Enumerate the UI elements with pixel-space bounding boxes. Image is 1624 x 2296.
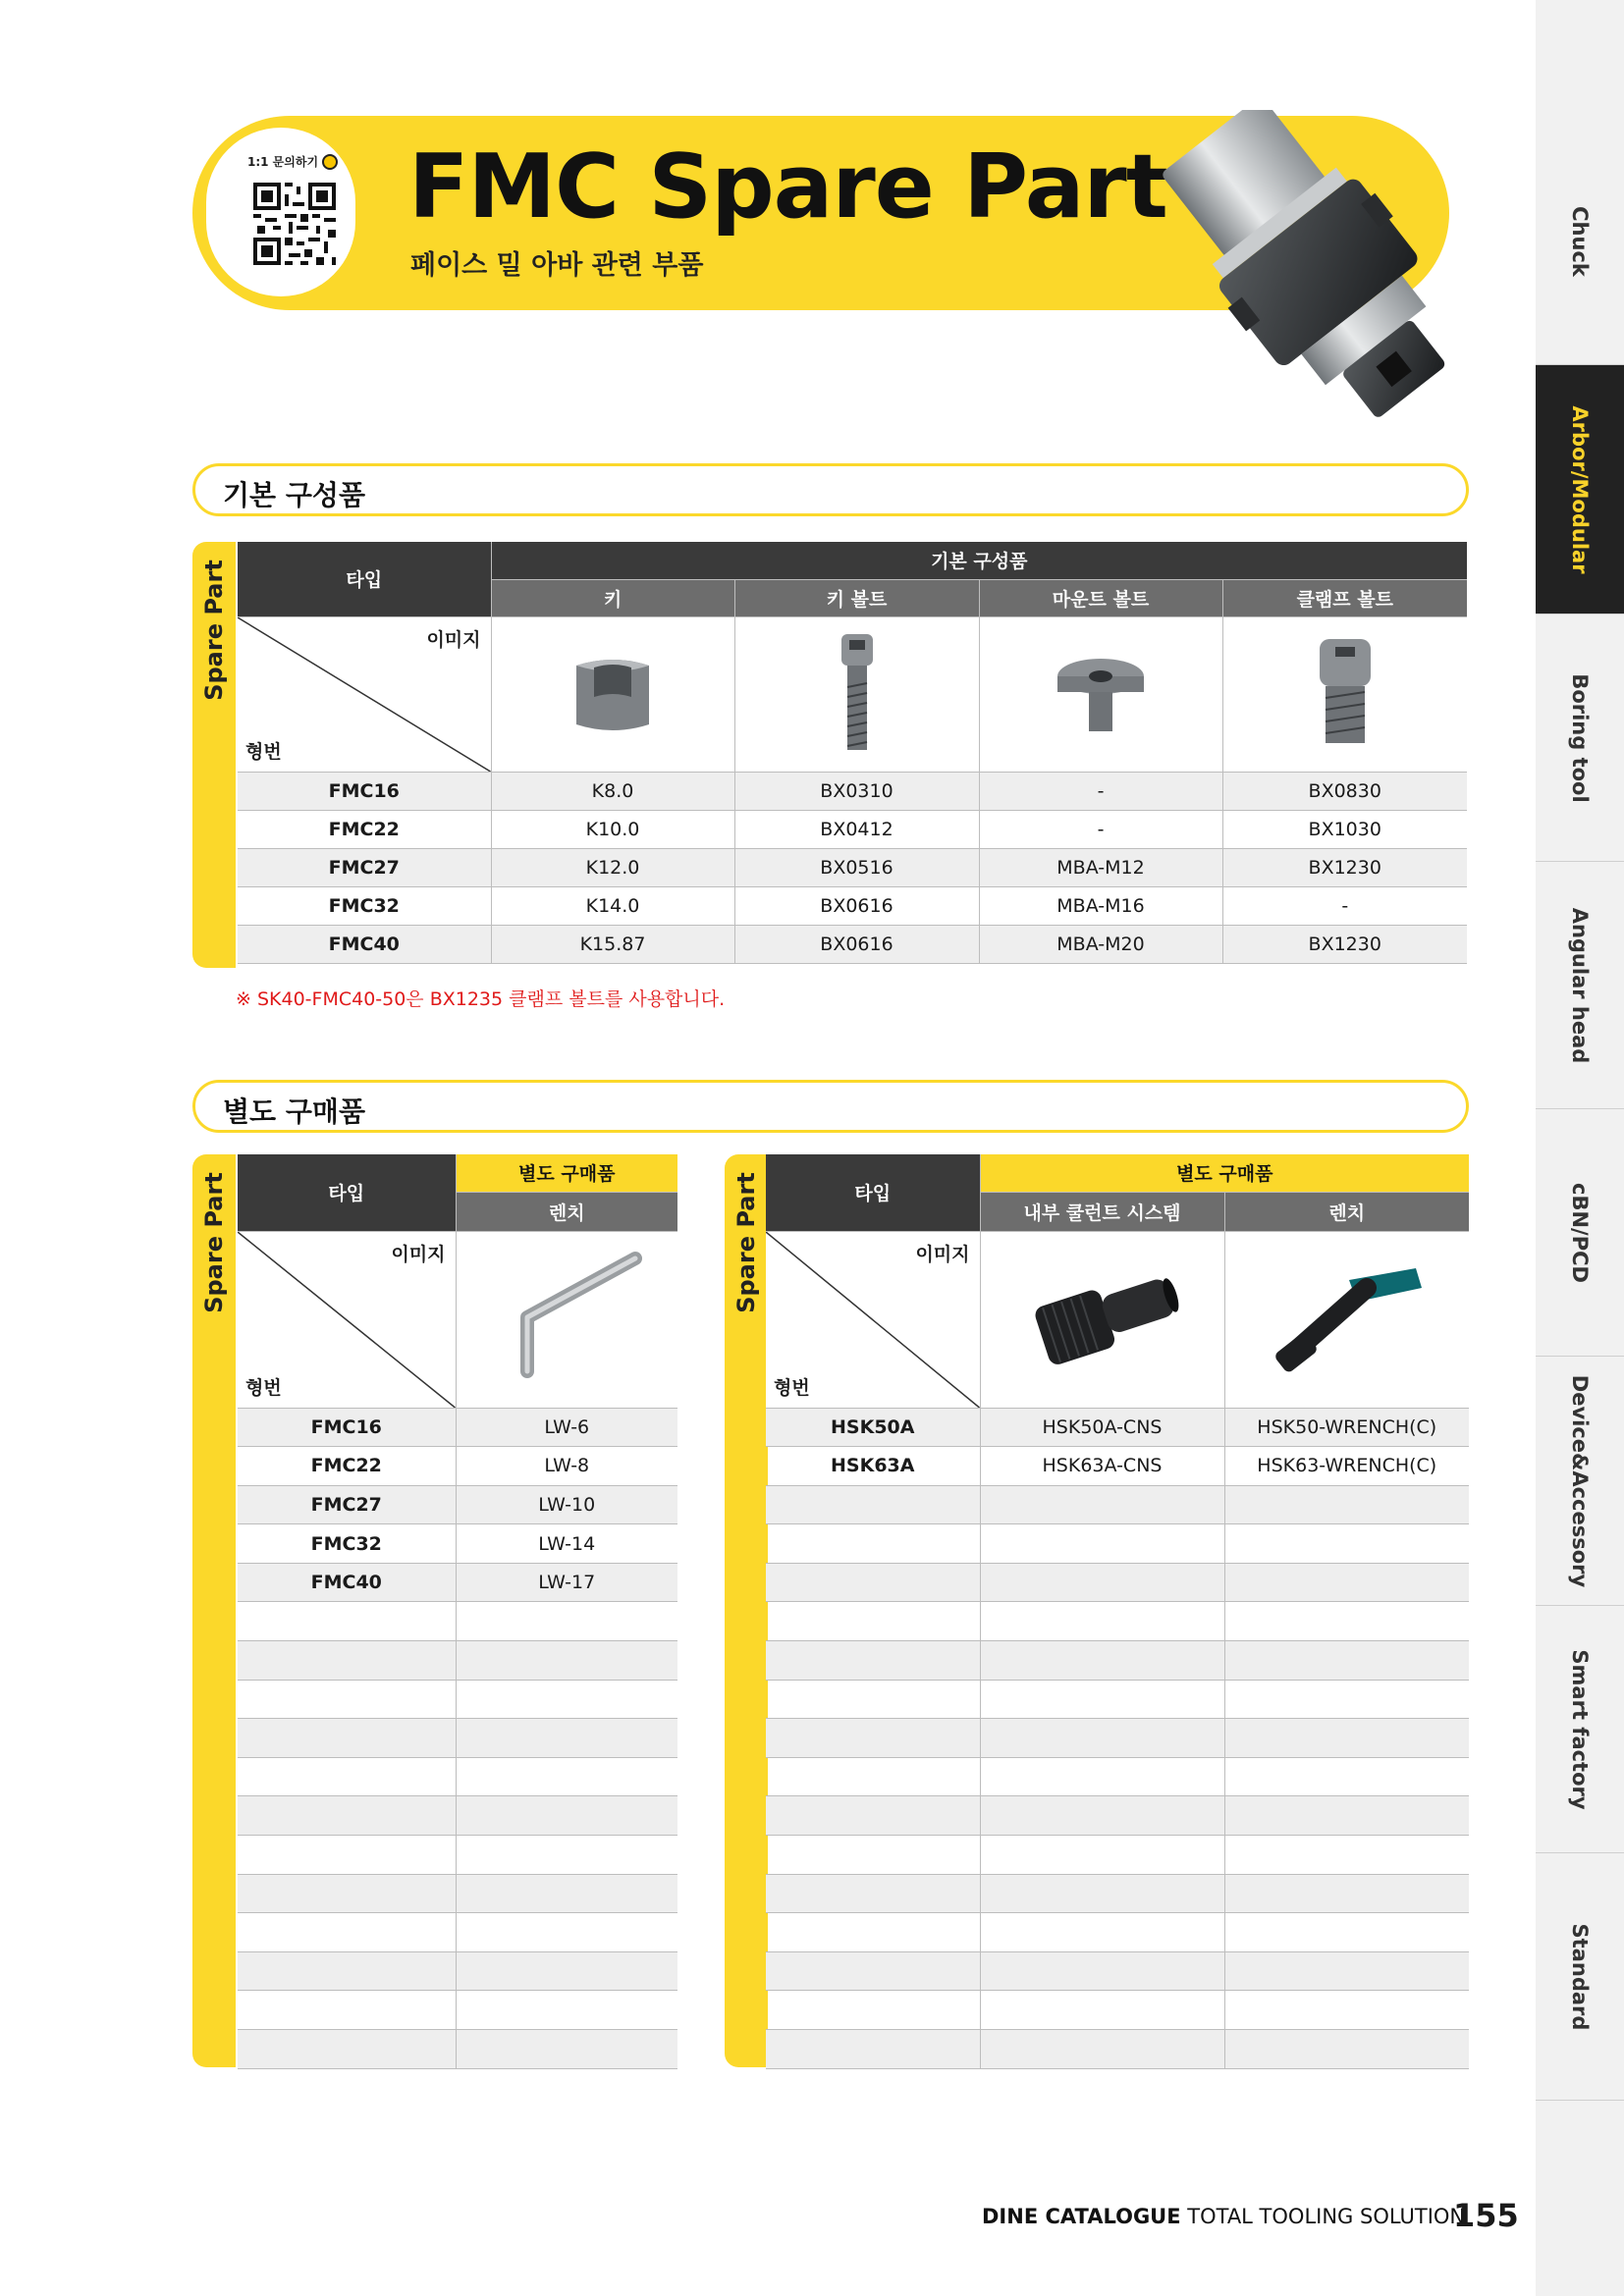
side-navigation [1536,0,1624,2296]
row-code [238,1836,456,1875]
row-code [238,1757,456,1796]
spare-part-tab [192,542,236,968]
nav-item-chuck[interactable] [1536,118,1624,365]
cell: LW-10 [456,1485,677,1524]
cell: K10.0 [491,810,734,848]
row-code: FMC32 [238,1524,456,1564]
table-row [238,1757,677,1796]
spare-part-tab-label: Spare Part [200,1172,228,1313]
spare-part-tab-label: Spare Part [732,1172,760,1313]
cell: LW-17 [456,1563,677,1602]
row-code [238,1951,456,1991]
row-code: FMC27 [238,848,491,886]
table-row [238,1796,677,1836]
col-type-header: 타입 [766,1154,980,1231]
cell: - [1222,886,1467,925]
cell [1224,1951,1469,1991]
separate-right-table [766,1154,1469,2069]
row-code: FMC16 [238,1408,456,1447]
cell [456,1757,677,1796]
row-code [766,1524,980,1564]
row-code [766,1951,980,1991]
hsk-wrench-image [1224,1231,1469,1408]
nav-label: cBN/PCD [1568,1182,1592,1283]
cell [1224,1913,1469,1952]
cell: HSK50-WRENCH(C) [1224,1408,1469,1447]
cell: MBA-M20 [979,925,1222,963]
table-row [238,1913,677,1952]
cell [980,1991,1224,2030]
hex-key-icon [488,1249,645,1386]
cell [456,1951,677,1991]
wrench-image [456,1231,677,1408]
diag-model-label: 형번 [774,1376,810,1399]
table-row [766,1447,1469,1486]
cell: HSK50A-CNS [980,1408,1224,1447]
row-code [766,1796,980,1836]
row-code [766,1719,980,1758]
cell [1224,1680,1469,1719]
cell [1224,1641,1469,1681]
col-header-key: 키 [491,579,734,616]
cell [1224,2030,1469,2069]
table-row [238,1836,677,1875]
cell [456,1913,677,1952]
section-title: 기본 구성품 [223,479,365,511]
key-image [491,616,734,772]
nav-item-boring-tool[interactable] [1536,614,1624,862]
cell: LW-8 [456,1447,677,1486]
cell [980,1913,1224,1952]
col-header-coolant-system: 내부 쿨런트 시스템 [980,1192,1224,1231]
nav-label: Angular head [1568,907,1592,1063]
row-code: HSK50A [766,1408,980,1447]
t-wrench-icon [1259,1258,1435,1376]
row-code [766,1641,980,1681]
separate-right-table-wrap [725,1154,1469,2067]
nav-item-standard[interactable] [1536,1853,1624,2101]
table-row [238,1951,677,1991]
table-row [766,1757,1469,1796]
row-code [766,1563,980,1602]
qr-caption-text: 1:1 문의하기 [247,155,319,169]
cell: MBA-M16 [979,886,1222,925]
table-row [766,1524,1469,1564]
nav-label: Boring tool [1568,672,1592,803]
row-code [766,1874,980,1913]
cell [980,1524,1224,1564]
cell [456,1719,677,1758]
row-code: HSK63A [766,1447,980,1486]
cell [980,1951,1224,1991]
table-row [766,1951,1469,1991]
cell [980,1757,1224,1796]
cell [1224,1719,1469,1758]
table-row [766,1641,1469,1681]
section-separate-purchase-header [192,1080,1469,1133]
col-type-header: 타입 [238,542,491,616]
spare-part-tab [725,1154,768,2067]
row-code [766,1991,980,2030]
nav-label: Device&Accessory [1568,1374,1592,1587]
section-title: 별도 구매품 [223,1095,365,1128]
cell: HSK63A-CNS [980,1447,1224,1486]
cell: BX1230 [1222,925,1467,963]
group-header: 별도 구매품 [456,1154,677,1192]
section-basic-components-header [192,463,1469,516]
cell [456,1680,677,1719]
key-part-icon [559,638,667,746]
footer [982,2205,1465,2228]
nav-item-cbn-pcd[interactable] [1536,1109,1624,1357]
table-row [238,848,1467,886]
cell [980,1641,1224,1681]
table-row [766,2030,1469,2069]
cell: BX0516 [734,848,979,886]
clamp-bolt-icon [1306,633,1384,751]
cell [980,1874,1224,1913]
cell: BX1030 [1222,810,1467,848]
cell: - [979,810,1222,848]
row-code: FMC40 [238,1563,456,1602]
table-row [238,1602,677,1641]
mount-bolt-image [979,616,1222,772]
cell [1224,1757,1469,1796]
cell: BX0616 [734,925,979,963]
row-code [766,1602,980,1641]
diag-image-label: 이미지 [391,1243,446,1265]
row-code [766,1485,980,1524]
nav-item-device-accessory[interactable] [1536,1357,1624,1606]
cell [1224,1485,1469,1524]
nav-label: Arbor/Modular [1568,404,1592,574]
cell [980,1602,1224,1641]
diag-image-label: 이미지 [426,628,481,651]
footer-tagline: TOTAL TOOLING SOLUTION [1187,2205,1466,2228]
page-subtitle: 페이스 밀 아바 관련 부품 [410,250,704,281]
spare-part-tab-label: Spare Part [200,560,228,701]
row-code [238,1913,456,1952]
row-code [238,1602,456,1641]
cell: BX0310 [734,772,979,810]
col-header-wrench: 렌치 [1224,1192,1469,1231]
fmc-arbor-image [1149,110,1473,444]
cell [980,2030,1224,2069]
row-code [238,2030,456,2069]
cell [1224,1796,1469,1836]
row-code [238,1680,456,1719]
table-row [766,1836,1469,1875]
cell [456,1836,677,1875]
table-row [238,1447,677,1486]
row-code: FMC40 [238,925,491,963]
table-row [238,1563,677,1602]
footer-brand: DINE CATALOGUE [982,2205,1181,2228]
cell: - [979,772,1222,810]
qr-code-icon[interactable] [253,183,336,265]
row-code [238,1719,456,1758]
page-title: FMC Spare Part [408,135,1167,239]
diag-model-label: 형번 [245,740,282,763]
table-row [766,1408,1469,1447]
nav-label: Smart factory [1568,1648,1592,1810]
cell [980,1796,1224,1836]
col-type-header: 타입 [238,1154,456,1231]
table-row [766,1991,1469,2030]
cell: MBA-M12 [979,848,1222,886]
cell [1224,1602,1469,1641]
table-row [238,1485,677,1524]
row-code: FMC27 [238,1485,456,1524]
cell: BX0830 [1222,772,1467,810]
separate-left-table [238,1154,677,2069]
table-row [238,1524,677,1564]
table-row [238,1874,677,1913]
row-code [766,2030,980,2069]
diagonal-header-cell [766,1231,980,1408]
diagonal-header-cell [238,616,491,772]
mount-bolt-icon [1052,643,1150,741]
clamp-bolt-note: ※ SK40-FMC40-50은 BX1235 클램프 볼트를 사용합니다. [236,988,726,1010]
row-code [766,1836,980,1875]
cell: K8.0 [491,772,734,810]
row-code: FMC16 [238,772,491,810]
row-code: FMC32 [238,886,491,925]
cell: K12.0 [491,848,734,886]
table-row [766,1563,1469,1602]
row-code [238,1991,456,2030]
chat-icon [322,154,338,170]
col-header-key-bolt: 키 볼트 [734,579,979,616]
cell [1224,1874,1469,1913]
diagonal-header-cell [238,1231,456,1408]
table-row [238,810,1467,848]
group-header: 기본 구성품 [491,542,1467,579]
row-code: FMC22 [238,1447,456,1486]
page-number: 155 [1453,2197,1519,2234]
table-row [766,1719,1469,1758]
col-header-clamp-bolt: 클램프 볼트 [1222,579,1467,616]
nav-label: Standard [1568,1923,1592,2030]
cell: BX0616 [734,886,979,925]
nav-item-smart-factory[interactable] [1536,1606,1624,1853]
table-row [238,1680,677,1719]
key-bolt-icon [828,628,887,756]
cell: K14.0 [491,886,734,925]
cell [1224,1836,1469,1875]
row-code [238,1641,456,1681]
row-code [766,1680,980,1719]
cell [980,1485,1224,1524]
cell [456,1641,677,1681]
col-header-mount-bolt: 마운트 볼트 [979,579,1222,616]
coolant-tube-icon [1019,1258,1186,1376]
nav-label: Chuck [1568,205,1592,277]
table-row [766,1680,1469,1719]
cell: HSK63-WRENCH(C) [1224,1447,1469,1486]
cell: LW-6 [456,1408,677,1447]
cell [1224,1563,1469,1602]
cell [456,1991,677,2030]
cell [980,1680,1224,1719]
cell [1224,1524,1469,1564]
row-code: FMC22 [238,810,491,848]
row-code [238,1796,456,1836]
coolant-system-image [980,1231,1224,1408]
table-row [766,1913,1469,1952]
basic-components-table [238,542,1467,964]
cell: K15.87 [491,925,734,963]
qr-caption [247,153,338,170]
diag-image-label: 이미지 [915,1243,970,1265]
basic-components-table-wrap [192,542,1469,968]
cell [1224,1991,1469,2030]
cell [456,1874,677,1913]
table-row [238,2030,677,2069]
cell: LW-14 [456,1524,677,1564]
table-row [238,772,1467,810]
nav-item-angular-head[interactable] [1536,862,1624,1109]
table-row [238,1641,677,1681]
separate-left-table-wrap [192,1154,677,2067]
table-row [766,1874,1469,1913]
diag-model-label: 형번 [245,1376,282,1399]
nav-item-arbor-modular[interactable] [1536,365,1624,614]
col-header-wrench: 렌치 [456,1192,677,1231]
row-code [766,1913,980,1952]
cell [980,1563,1224,1602]
table-row [238,925,1467,963]
table-row [766,1602,1469,1641]
table-row [238,1408,677,1447]
clamp-bolt-image [1222,616,1467,772]
table-row [766,1796,1469,1836]
cell: BX1230 [1222,848,1467,886]
table-row [238,886,1467,925]
group-header: 별도 구매품 [980,1154,1469,1192]
cell [456,1602,677,1641]
key-bolt-image [734,616,979,772]
spare-part-tab [192,1154,236,2067]
table-row [766,1485,1469,1524]
cell [456,2030,677,2069]
table-row [238,1991,677,2030]
row-code [238,1874,456,1913]
cell [980,1719,1224,1758]
cell: BX0412 [734,810,979,848]
table-row [238,1719,677,1758]
row-code [766,1757,980,1796]
cell [980,1836,1224,1875]
cell [456,1796,677,1836]
